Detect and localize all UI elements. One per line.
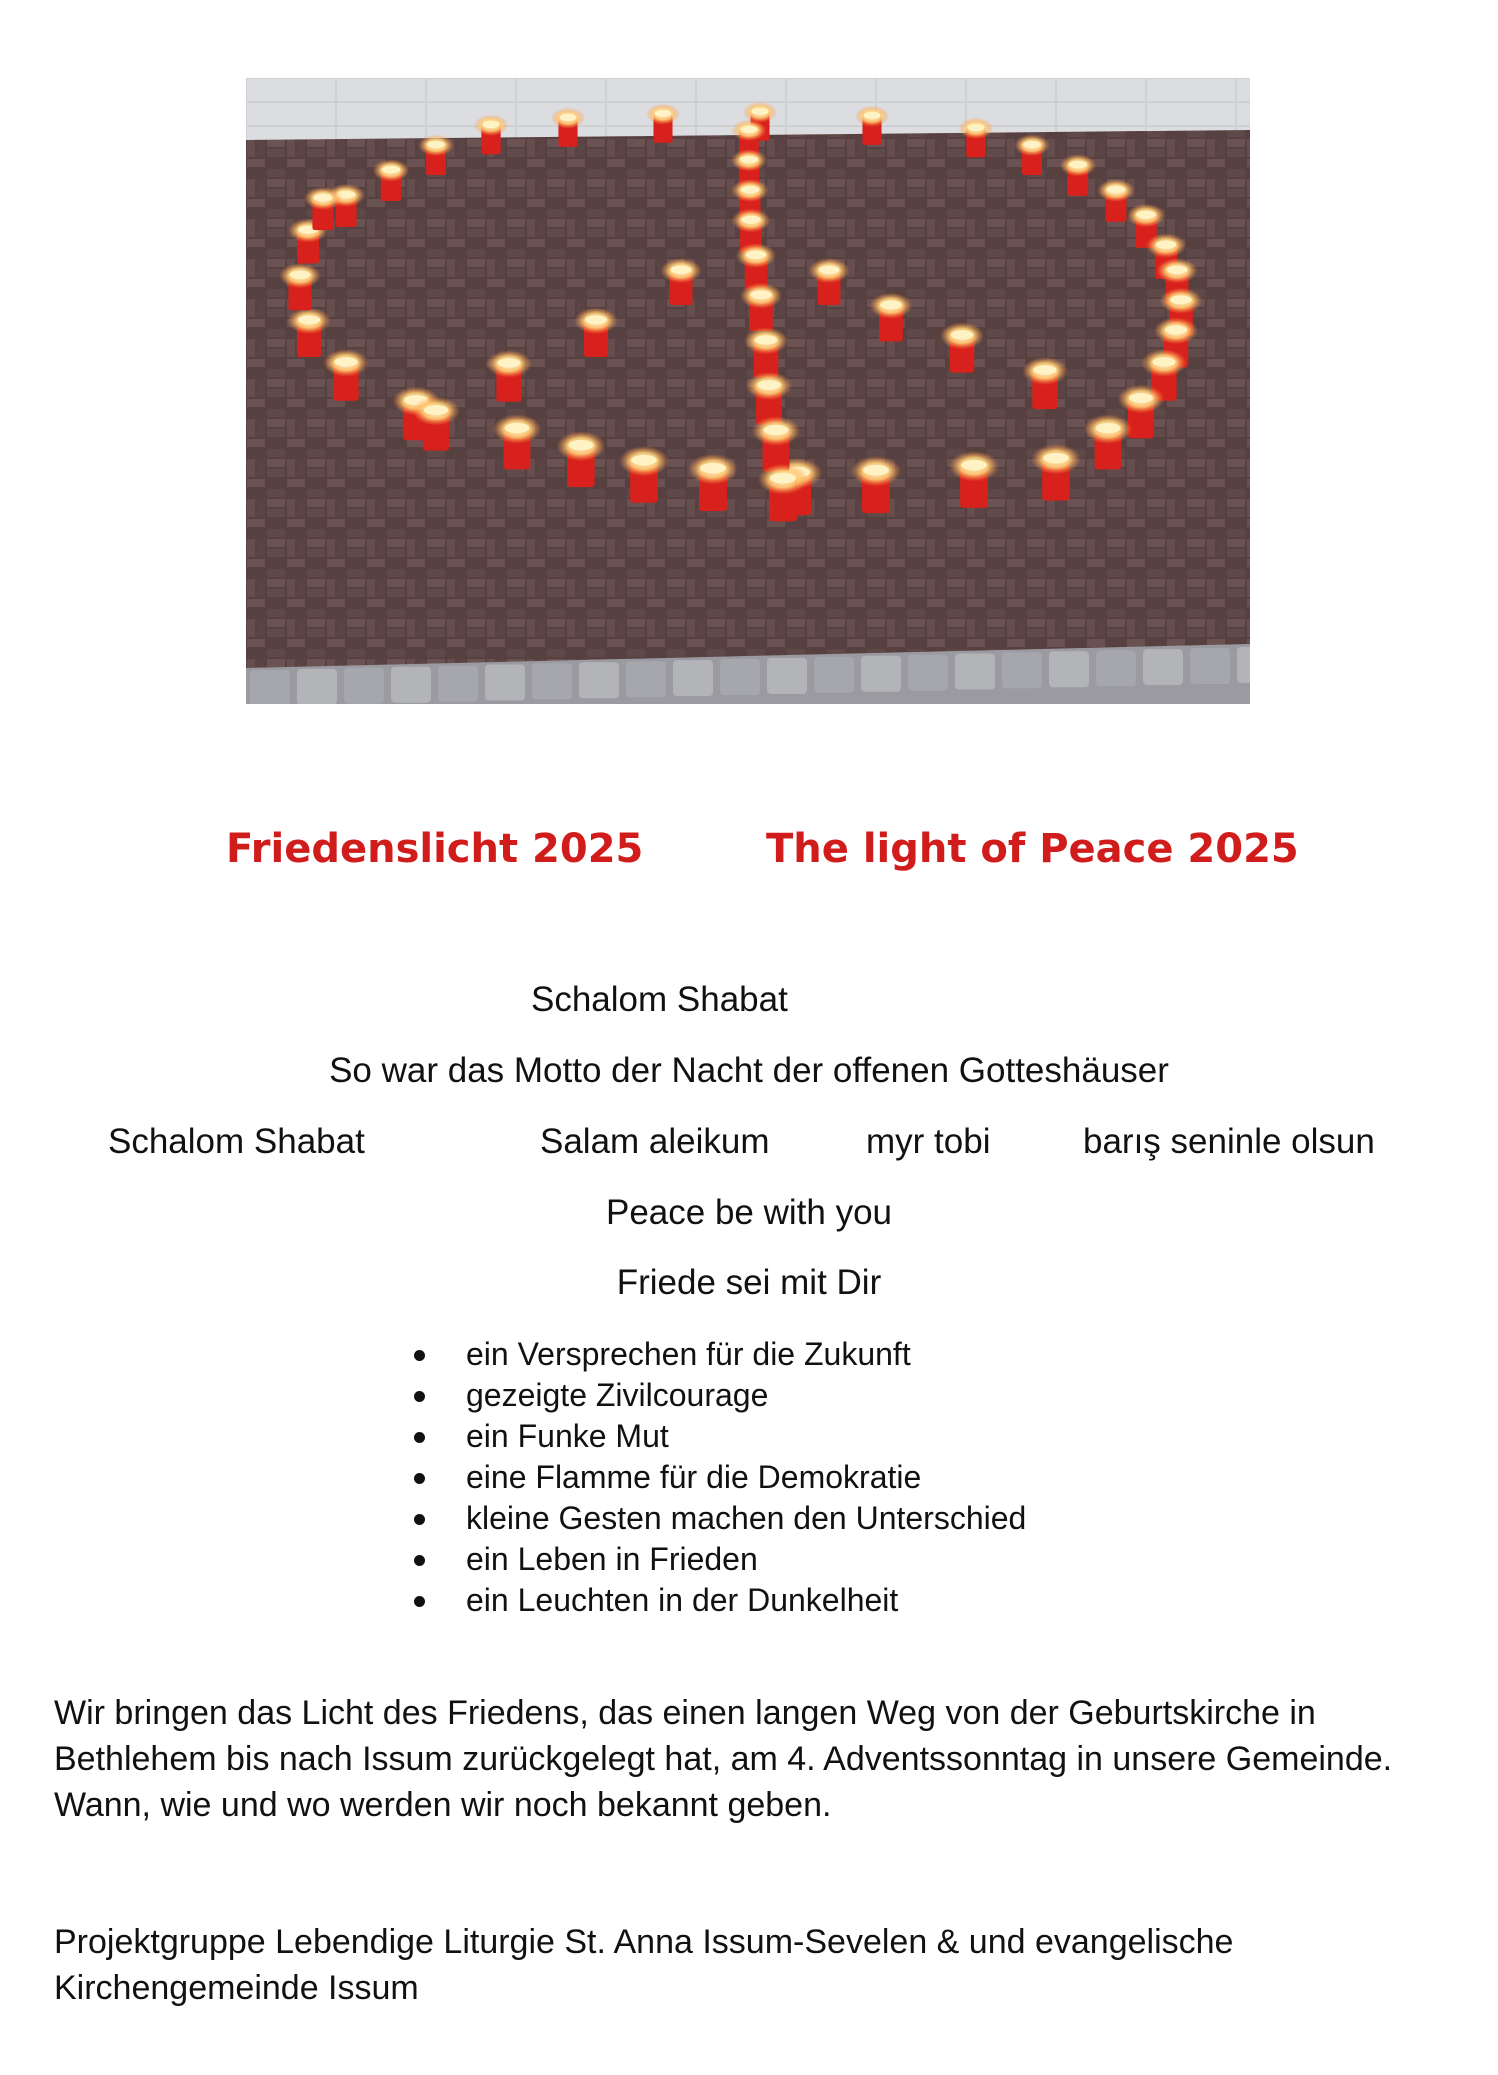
curb-stone <box>1002 652 1042 688</box>
greeting-arabic: Salam aleikum <box>540 1122 770 1161</box>
curb-stone <box>767 658 807 694</box>
curb-stone <box>908 655 948 691</box>
peace-line-german: Friede sei mit Dir <box>616 1263 882 1302</box>
curb-stone <box>297 669 337 704</box>
curb-stone <box>626 661 666 697</box>
curb-stone <box>673 660 713 696</box>
list-item: ein Versprechen für die Zukunft <box>410 1334 1026 1375</box>
list-item: gezeigte Zivilcourage <box>410 1375 1026 1416</box>
bullet-icon <box>414 1514 425 1525</box>
bullet-icon <box>414 1432 425 1443</box>
list-item: ein Leuchten in der Dunkelheit <box>410 1580 1026 1621</box>
greeting-turkish: barış seninle olsun <box>1083 1122 1375 1161</box>
intro-line-2: So war das Motto der Nacht der offenen Gotteshäuser <box>329 1051 1169 1090</box>
list-item: eine Flamme für die Demokratie <box>410 1457 1026 1498</box>
curb-stone <box>814 657 854 693</box>
intro-line-1: Schalom Shabat <box>531 980 788 1019</box>
curb-stone <box>579 662 619 698</box>
greeting-hebrew: Schalom Shabat <box>108 1122 365 1161</box>
announcement-paragraph: Wir bringen das Licht des Friedens, das einen langen Weg von der Geburtskirche in Bethlehem bis nach Issum zurückgelegt hat, am 4. Adventssonntag in unsere Gemeinde. Wann, wie und wo werden wir noch bekannt geben. <box>54 1694 1393 1824</box>
curb-stone <box>250 670 290 704</box>
curb-stone <box>532 663 572 699</box>
bullet-icon <box>414 1391 425 1402</box>
peace-line-english: Peace be with you <box>605 1193 892 1232</box>
curb-stone <box>861 656 901 692</box>
curb-stone <box>1096 650 1136 686</box>
curb-stone <box>1049 651 1089 687</box>
candles-peace-sign-photo <box>246 78 1250 704</box>
footer-credits: Projektgruppe Lebendige Liturgie St. Anna Issum-Sevelen & und evangelische Kirchengemeinde Issum <box>54 1923 1234 2007</box>
bullet-icon <box>414 1596 425 1607</box>
bullet-list <box>410 1334 1026 1621</box>
bullet-icon <box>414 1350 425 1361</box>
greetings-row <box>0 1122 1498 1170</box>
curb-stone <box>1237 647 1250 683</box>
heading-english: The light of Peace 2025 <box>766 826 1299 872</box>
bullet-icon <box>414 1473 425 1484</box>
bullet-icon <box>414 1555 425 1566</box>
greeting-ukrainian: myr tobi <box>866 1122 991 1161</box>
curb-stone <box>1143 649 1183 685</box>
curb-stone <box>720 659 760 695</box>
list-item: ein Leben in Frieden <box>410 1539 1026 1580</box>
curb-stone <box>391 667 431 703</box>
heading-german: Friedenslicht 2025 <box>226 826 644 872</box>
curb-stone <box>955 654 995 690</box>
list-item: ein Funke Mut <box>410 1416 1026 1457</box>
curb-stone <box>344 668 384 704</box>
list-item: kleine Gesten machen den Unterschied <box>410 1498 1026 1539</box>
curb-stone <box>1190 648 1230 684</box>
curb-stone <box>485 665 525 701</box>
curb-stone <box>438 666 478 702</box>
